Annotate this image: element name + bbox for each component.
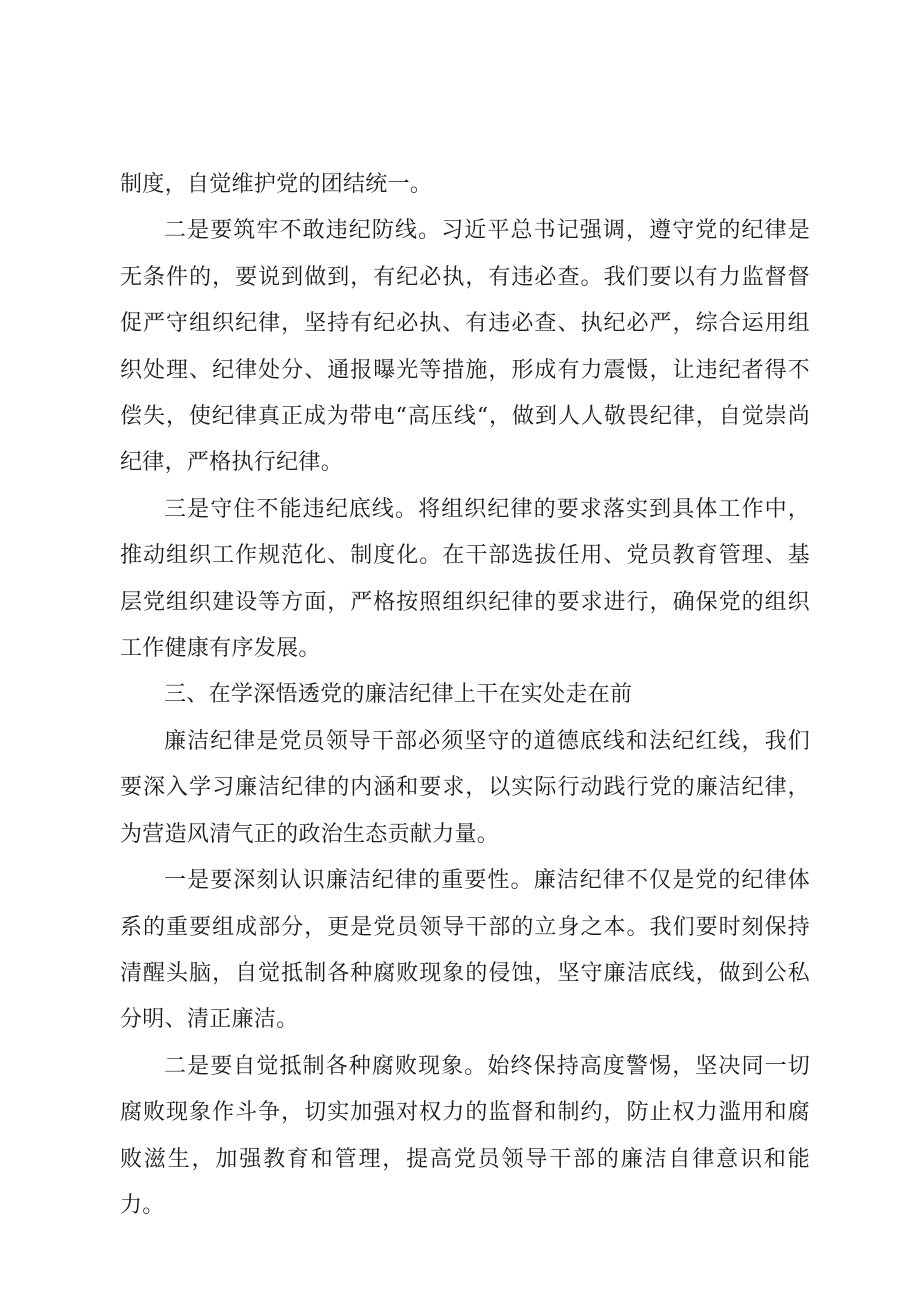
paragraph-third-point-bottom-line: 三是守住不能违纪底线。将组织纪律的要求落实到具体工作中，推动组织工作规范化、制度化。在干部选拔任用、党员教育管理、基层党组织建设等方面，严格按照组织纪律的要求进行，确保党的组织工作健康有序发展。 — [120, 496, 810, 662]
paragraph-first-point-importance: 一是要深刻认识廉洁纪律的重要性。廉洁纪律不仅是党的纪律体系的重要组成部分，更是党员领导干部的立身之本。我们要时刻保持清醒头脑，自觉抵制各种腐败现象的侵蚀，坚守廉洁底线，做到公私分明、清正廉洁。 — [120, 868, 810, 1033]
section-heading-integrity-discipline: 三、在学深悟透党的廉洁纪律上干在实处走在前 — [164, 682, 633, 708]
paragraph-integrity-intro: 廉洁纪律是党员领导干部必须坚守的道德底线和法纪红线，我们要深入学习廉洁纪律的内涵和要求，以实际行动践行党的廉洁纪律，为营造风清气正的政治生态贡献力量。 — [120, 728, 810, 847]
paragraph-continuation: 制度，自觉维护党的团结统一。 — [120, 172, 433, 197]
paragraph-second-point-discipline-line: 二是要筑牢不敢违纪防线。习近平总书记强调，遵守党的纪律是无条件的，要说到做到，有纪必执，有违必查。我们要以有力监督督促严守组织纪律，坚持有纪必执、有违必查、执纪必严，综合运用组织处理、纪律处分、通报曝光等措施，形成有力震慑，让违纪者得不偿失，使纪律真正成为带电“高压线“，做到人人敬畏纪律，自觉崇尚纪律，严格执行纪律。 — [120, 218, 810, 476]
paragraph-second-point-resist-corruption: 二是要自觉抵制各种腐败现象。始终保持高度警惕，坚决同一切腐败现象作斗争，切实加强对权力的监督和制约，防止权力滥用和腐败滋生，加强教育和管理，提高党员领导干部的廉洁自律意识和能力。 — [120, 1053, 810, 1218]
document-body — [120, 162, 810, 1229]
